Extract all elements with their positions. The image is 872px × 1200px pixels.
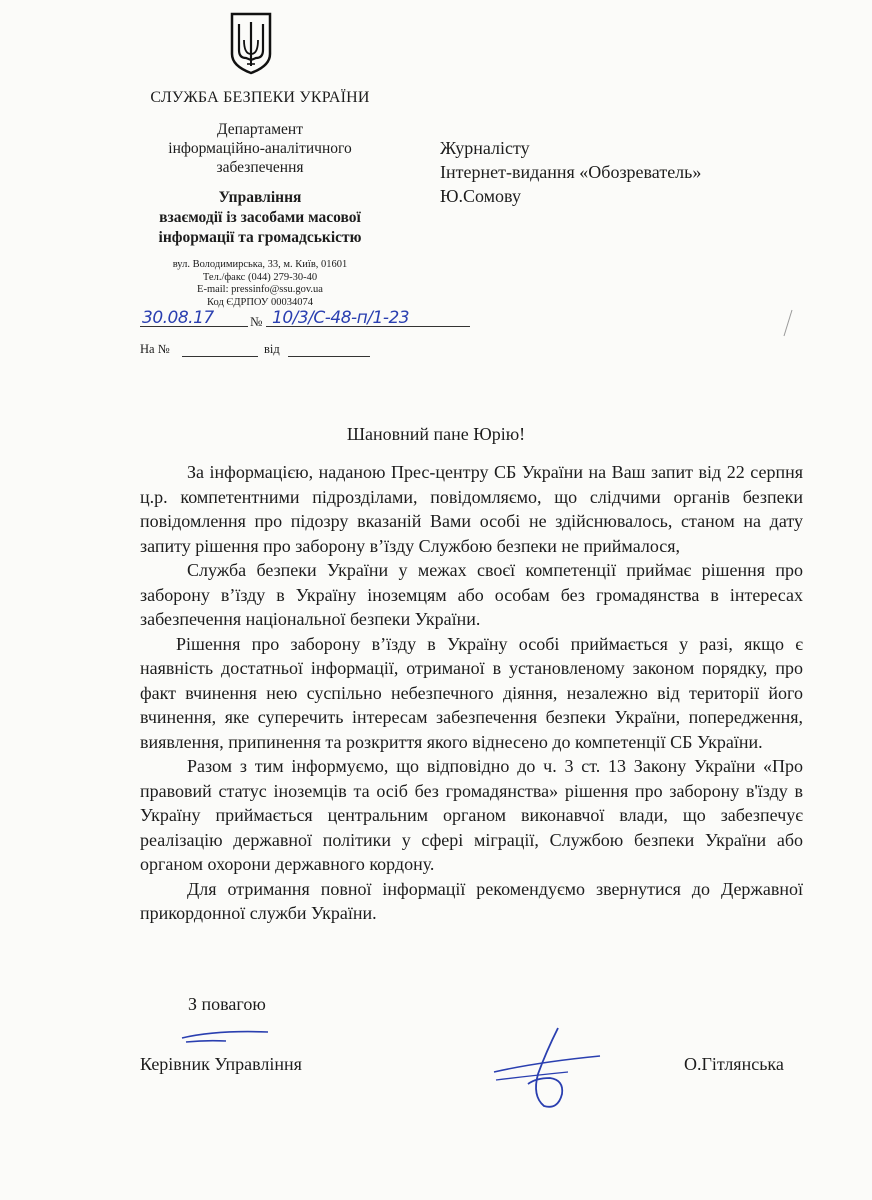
trident-emblem-icon — [228, 10, 274, 76]
unit-name — [90, 188, 430, 248]
body-paragraph: Служба безпеки України у межах своєї компетенції приймає рішення про заборону в’їзду в Україну іноземцям або особам без громадянства в інтересах забезпечення національної безпеки України. — [140, 560, 803, 629]
unit-line: Управління — [218, 189, 302, 206]
department-line: забезпечення — [216, 159, 304, 176]
from-label: від — [264, 342, 280, 356]
recipient-block — [440, 136, 701, 208]
address-line: Тел./факс (044) 279-30-40 — [202, 271, 318, 283]
from-underline — [288, 356, 370, 357]
outgoing-reference — [140, 308, 480, 336]
recipient-line: Журналісту — [440, 138, 530, 158]
body-paragraph: За інформацією, наданою Прес-центру СБ України на Ваш запит від 22 серпня ц.р. компетентними підрозділами, повідомляємо, що слідчими органів безпеки повідомлення про підозру вказаній Вами особі не здійснювалось, станом на дату запиту рішення про заборону в’їзду Службою безпеки не приймалося, — [140, 462, 803, 556]
initials-stroke — [176, 1024, 276, 1046]
incoming-reference — [140, 342, 400, 364]
date-underline — [140, 326, 248, 327]
salutation: Шановний пане Юрію! — [346, 424, 526, 444]
contact-address — [110, 259, 410, 309]
signer-name: О.Гітлянська — [684, 1054, 784, 1074]
agency-name: СЛУЖБА БЕЗПЕКИ УКРАЇНИ — [150, 89, 370, 106]
body-paragraph: Разом з тим інформуємо, що відповідно до ч. 3 ст. 13 Закону України «Про правовий статус іноземців та осіб без громадянства» рішення про заборону в'їзду в Україну приймається центральним органом виконавчої влади, що забезпечує реалізацію державної політики у сфері міграції, Службою безпеки України або органом охорони державного кордону. — [140, 756, 803, 874]
closing-regards: З повагою — [188, 994, 266, 1014]
unit-line: інформації та громадськістю — [158, 229, 362, 246]
recipient-line: Інтернет-видання «Обозреватель» — [440, 162, 702, 182]
number-label: № — [250, 314, 263, 329]
body-paragraph: Рішення про заборону в’їзду в Україну особі приймається у разі, якщо є наявність достатньої інформації, отриманої в установленому законом порядку, про факт вчинення нею суспільно небезпечного діяння, незалежно від території його вчинення, яке суперечить інтересам забезпечення безпеки України, попередження, виявлення, припинення та розкриття якого віднесено до компетенції СБ України. — [140, 633, 803, 752]
recipient-line: Ю.Сомову — [440, 186, 521, 206]
body-paragraph: Для отримання повної інформації рекомендуємо звернутися до Державної прикордонної служби України. — [140, 878, 803, 923]
department-line: Департамент — [217, 121, 303, 138]
on-number-label: На № — [140, 342, 170, 356]
department-line: інформаційно-аналітичного — [168, 140, 352, 157]
department-name — [100, 120, 420, 177]
unit-line: взаємодії із засобами масової — [159, 209, 361, 226]
address-line: E-mail: pressinfo@ssu.gov.ua — [197, 284, 323, 295]
signer-position: Керівник Управління — [140, 1054, 302, 1074]
address-line: вул. Володимирська, 33, м. Київ, 01601 — [172, 259, 348, 270]
handwritten-signature — [488, 1022, 608, 1112]
outgoing-number: 10/3/С-48-п/1-23 — [272, 308, 410, 328]
outgoing-date: 30.08.17 — [142, 308, 214, 328]
on-number-underline — [182, 356, 258, 357]
letter-body — [140, 460, 803, 926]
number-underline — [266, 326, 470, 327]
margin-mark — [780, 308, 796, 338]
address-line: Код ЄДРПОУ 00034074 — [207, 296, 313, 308]
